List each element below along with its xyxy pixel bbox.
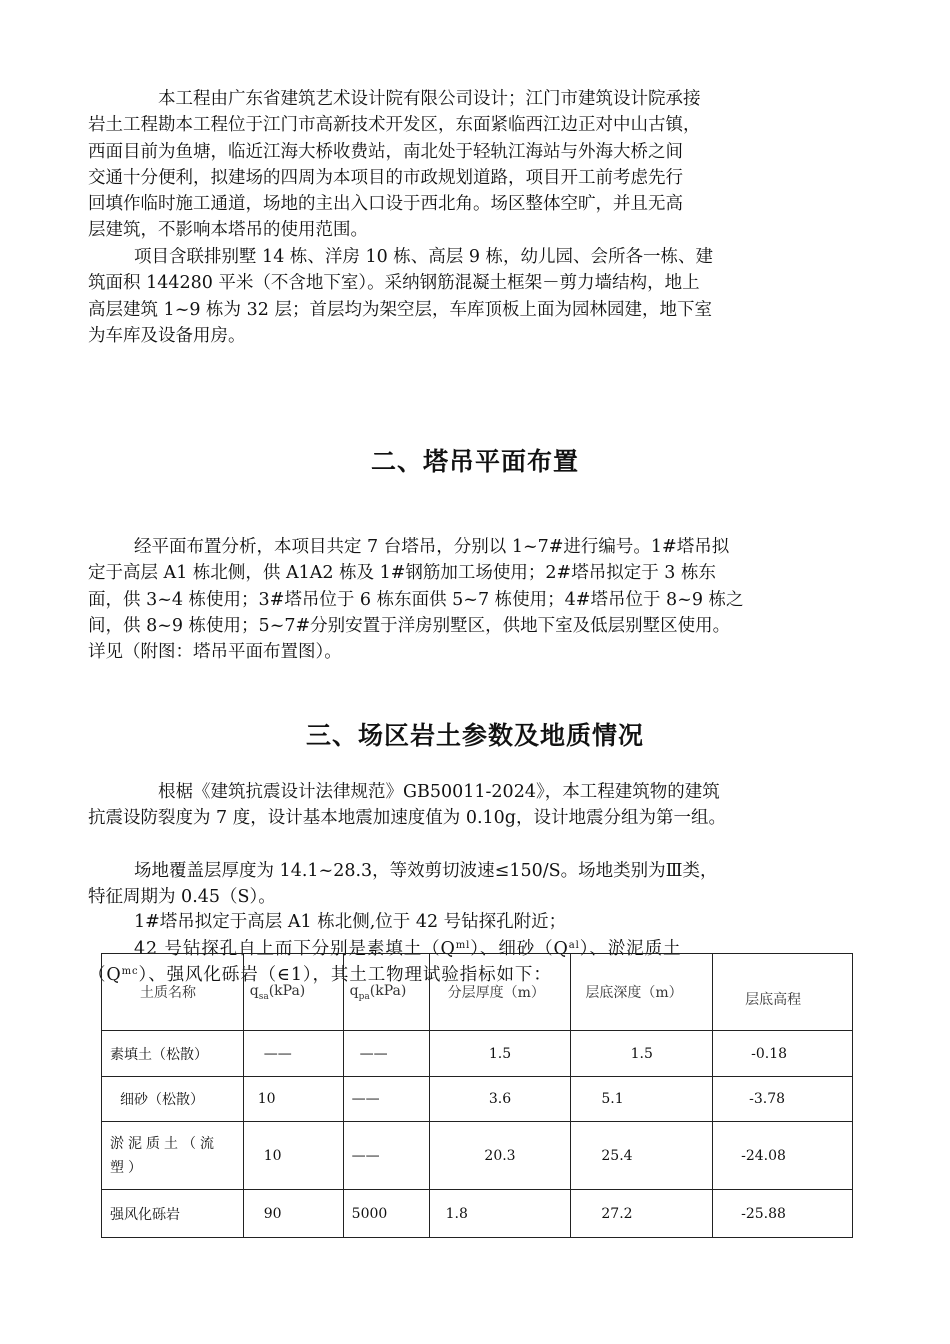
cell-soil-name: 素填土（松散） xyxy=(102,1031,244,1077)
text-line: 项目含联排别墅 14 栋、洋房 10 栋、高层 9 栋，幼儿园、会所各一栋、建 xyxy=(134,247,714,267)
text-line: 岩土工程勘本工程位于江门市高新技术开发区，东面紧临西江边正对中山古镇， xyxy=(88,115,701,136)
header-text: (kPa) xyxy=(268,982,306,999)
header-qsa xyxy=(243,954,343,1031)
superscript: mc xyxy=(121,966,139,978)
subscript: sa xyxy=(258,991,269,1002)
cell-qpa: —— xyxy=(343,1122,429,1190)
cell-soil-name: 细砂（松散） xyxy=(102,1077,244,1122)
text-fragment: ）、细砂（Q xyxy=(470,939,569,959)
cell-qpa: 5000 xyxy=(343,1190,429,1238)
text-line: 抗震设防裂度为 7 度，设计基本地震加速度值为 0.10g，设计地震分组为第一组。 xyxy=(88,808,726,829)
text-line: 根椐《建筑抗震设计法律规范》GB50011-2024》，本工程建筑物的建筑 xyxy=(158,782,720,802)
text-line: 西面目前为鱼塘，临近江海大桥收费站，南北处于轻轨江海站与外海大桥之间 xyxy=(88,141,683,162)
table-row xyxy=(102,1031,853,1077)
text-fragment: 42 号钻探孔自上而下分别是素填土（Q xyxy=(134,939,456,959)
text-line: 高层建筑 1~9 栋为 32 层；首层均为架空层，车库顶板上面为园林园建，地下室 xyxy=(88,299,712,320)
text-line: 特征周期为 0.45（S）。 xyxy=(88,887,276,908)
section-2-paragraph xyxy=(88,534,860,665)
section-3-heading: 三、场区岩土参数及地质情况 xyxy=(305,721,644,750)
table-row xyxy=(102,1190,853,1238)
text-fragment: ）、强风化砾岩（∈1），其土工物理试验指标如下： xyxy=(138,965,552,986)
text-line: 经平面布置分析，本项目共定 7 台塔吊，分别以 1~7#进行编号。1#塔吊拟 xyxy=(134,537,730,557)
cell-depth: 5.1 xyxy=(571,1077,713,1122)
cell-elevation: -0.18 xyxy=(713,1031,853,1077)
cell-qpa: —— xyxy=(343,1077,429,1122)
header-qpa xyxy=(343,954,429,1031)
cell-elevation: -25.88 xyxy=(713,1190,853,1238)
cell-qpa: —— xyxy=(343,1031,429,1077)
section-2-heading: 二、塔吊平面布置 xyxy=(370,447,579,476)
text-line: 面，供 3~4 栋使用；3#塔吊位于 6 栋东面供 5~7 栋使用；4#塔吊位于 8~9 栋之 xyxy=(88,589,744,610)
header-depth: 层底深度（m） xyxy=(571,954,713,1031)
cell-soil-name: 淤泥质土（流塑） xyxy=(102,1122,244,1190)
text-line: 定于高层 A1 栋北侧，供 A1A2 栋及 1#钢筋加工场使用；2#塔吊拟定于 3 栋东 xyxy=(88,563,716,584)
text-line: 间，供 8~9 栋使用；5~7#分别安置于洋房别墅区，供地下室及低层别墅区使用。 xyxy=(88,615,731,636)
soil-parameters-table xyxy=(101,953,853,1238)
table-row xyxy=(102,1122,853,1190)
header-soil-name: 土质名称 xyxy=(102,954,244,1031)
header-text: (kPa) xyxy=(369,982,407,999)
text-line: 交通十分便利，拟建场的四周为本项目的市政规划道路，项目开工前考虑先行 xyxy=(88,167,683,188)
subscript: pa xyxy=(358,991,370,1002)
section-3-paragraph-1 xyxy=(88,779,860,832)
intro-paragraph-1 xyxy=(88,86,860,244)
text-line: 场地覆盖层厚度为 14.1~28.3，等效剪切波速≤150/S。场地类别为Ⅲ类， xyxy=(134,861,718,881)
section-3-paragraph-3 xyxy=(88,909,860,935)
table-header-row xyxy=(102,954,853,1031)
cell-thickness: 1.8 xyxy=(429,1190,571,1238)
cell-thickness: 20.3 xyxy=(429,1122,571,1190)
cell-soil-name: 强风化砾岩 xyxy=(102,1190,244,1238)
header-text: q xyxy=(249,982,259,999)
cell-qsa: 10 xyxy=(243,1077,343,1122)
text-fragment: ）、淤泥质土 xyxy=(579,939,682,959)
text-fragment: （Q xyxy=(88,965,122,986)
cell-thickness: 3.6 xyxy=(429,1077,571,1122)
cell-depth: 1.5 xyxy=(571,1031,713,1077)
text-line: 详见（附图：塔吊平面布置图）。 xyxy=(88,642,342,663)
section-3-paragraph-2 xyxy=(88,858,860,911)
header-text: q xyxy=(349,982,359,999)
text-line: 本工程由广东省建筑艺术设计院有限公司设计；江门市建筑设计院承接 xyxy=(158,89,701,109)
cell-depth: 27.2 xyxy=(571,1190,713,1238)
text-line: 回填作临时施工通道，场地的主出入口设于西北角。场区整体空旷，并且无高 xyxy=(88,194,683,215)
text-line: 为车库及设备用房。 xyxy=(88,325,246,346)
superscript: ml xyxy=(455,940,471,951)
text-line: 层建筑，不影响本塔吊的使用范围。 xyxy=(88,220,368,241)
header-thickness: 分层厚度（m） xyxy=(429,954,571,1031)
cell-elevation: -24.08 xyxy=(713,1122,853,1190)
superscript: al xyxy=(568,940,580,951)
text-line: 筑面积 144280 平米（不含地下室）。采纳钢筋混凝土框架－剪力墙结构，地上 xyxy=(88,273,700,294)
intro-paragraph-2 xyxy=(88,244,860,349)
cell-thickness: 1.5 xyxy=(429,1031,571,1077)
cell-qsa: 10 xyxy=(243,1122,343,1190)
cell-qsa: —— xyxy=(243,1031,343,1077)
table-row xyxy=(102,1077,853,1122)
cell-depth: 25.4 xyxy=(571,1122,713,1190)
header-elevation: 层底高程 xyxy=(713,954,853,1031)
cell-qsa: 90 xyxy=(243,1190,343,1238)
text-line: 1#塔吊拟定于高层 A1 栋北侧,位于 42 号钻探孔附近； xyxy=(134,912,567,932)
cell-elevation: -3.78 xyxy=(713,1077,853,1122)
